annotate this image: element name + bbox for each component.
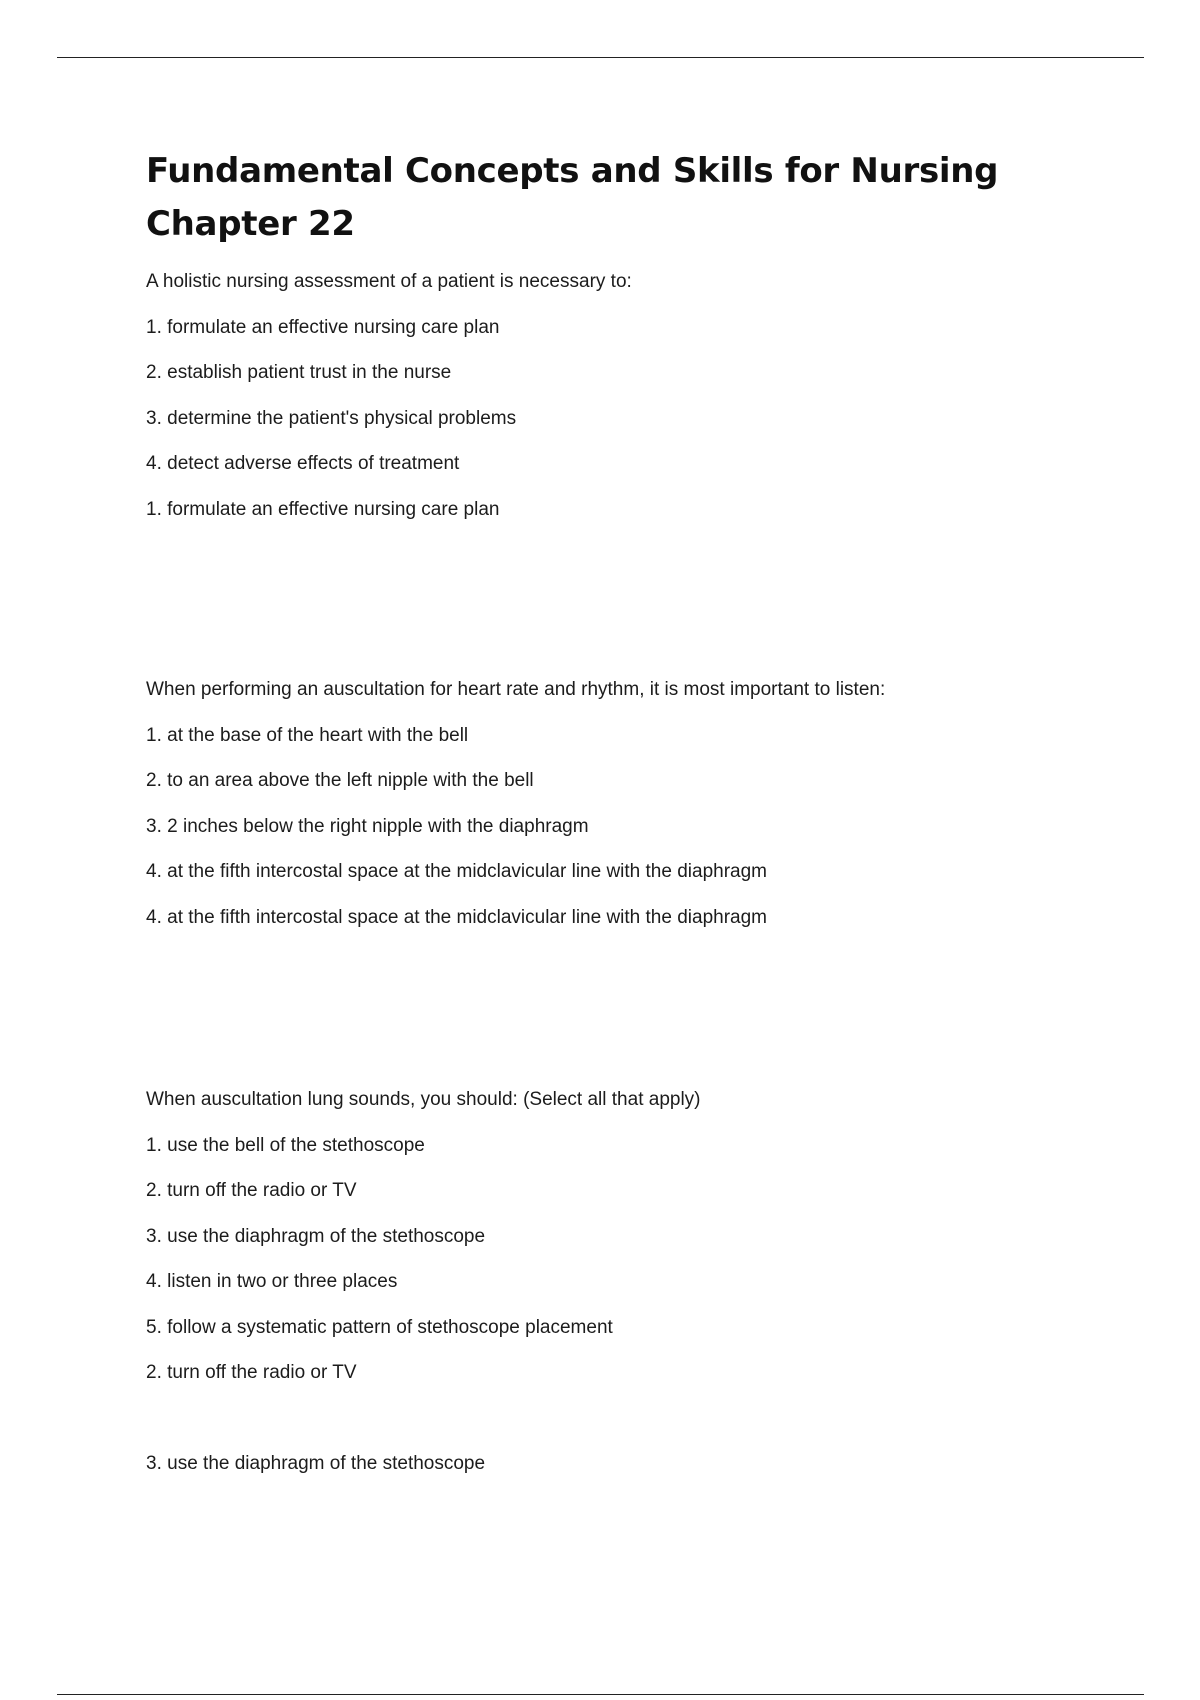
bottom-rule <box>57 1694 1144 1695</box>
answer-option: 1. formulate an effective nursing care plan <box>146 316 500 338</box>
answer-option: 2. to an area above the left nipple with the bell <box>146 770 534 791</box>
answer-option: 1. use the bell of the stethoscope <box>146 1134 425 1156</box>
correct-answer: 1. formulate an effective nursing care plan <box>146 498 500 520</box>
document-page <box>146 145 1066 1474</box>
question-3 <box>146 1077 1066 1486</box>
answer-option: 3. determine the patient's physical problems <box>146 407 517 429</box>
question-prompt: A holistic nursing assessment of a patient is necessary to: <box>146 271 632 292</box>
question-1 <box>146 259 1066 532</box>
answer-option: 1. at the base of the heart with the bell <box>146 724 469 746</box>
question-prompt: When auscultation lung sounds, you should: (Select all that apply) <box>146 1089 701 1110</box>
answer-option: 2. turn off the radio or TV <box>146 1180 357 1201</box>
correct-answer: 4. at the fifth intercostal space at the midclavicular line with the diaphragm <box>146 906 767 928</box>
answer-option: 3. use the diaphragm of the stethoscope <box>146 1225 486 1247</box>
document-title: Fundamental Concepts and Skills for Nursing Chapter 22 <box>146 151 999 244</box>
correct-answer: 3. use the diaphragm of the stethoscope <box>146 1452 486 1474</box>
question-prompt: When performing an auscultation for heart rate and rhythm, it is most important to listen: <box>146 679 886 700</box>
answer-option: 2. establish patient trust in the nurse <box>146 362 452 383</box>
answer-option: 4. detect adverse effects of treatment <box>146 453 460 474</box>
answer-spacer <box>146 1396 1066 1441</box>
answer-option: 3. 2 inches below the right nipple with the diaphragm <box>146 815 589 837</box>
top-rule <box>57 57 1144 58</box>
answer-option: 4. at the fifth intercostal space at the midclavicular line with the diaphragm <box>146 861 767 882</box>
correct-answer: 2. turn off the radio or TV <box>146 1362 357 1383</box>
answer-option: 5. follow a systematic pattern of stethoscope placement <box>146 1316 613 1338</box>
answer-option: 4. listen in two or three places <box>146 1271 398 1292</box>
question-2 <box>146 667 1066 940</box>
